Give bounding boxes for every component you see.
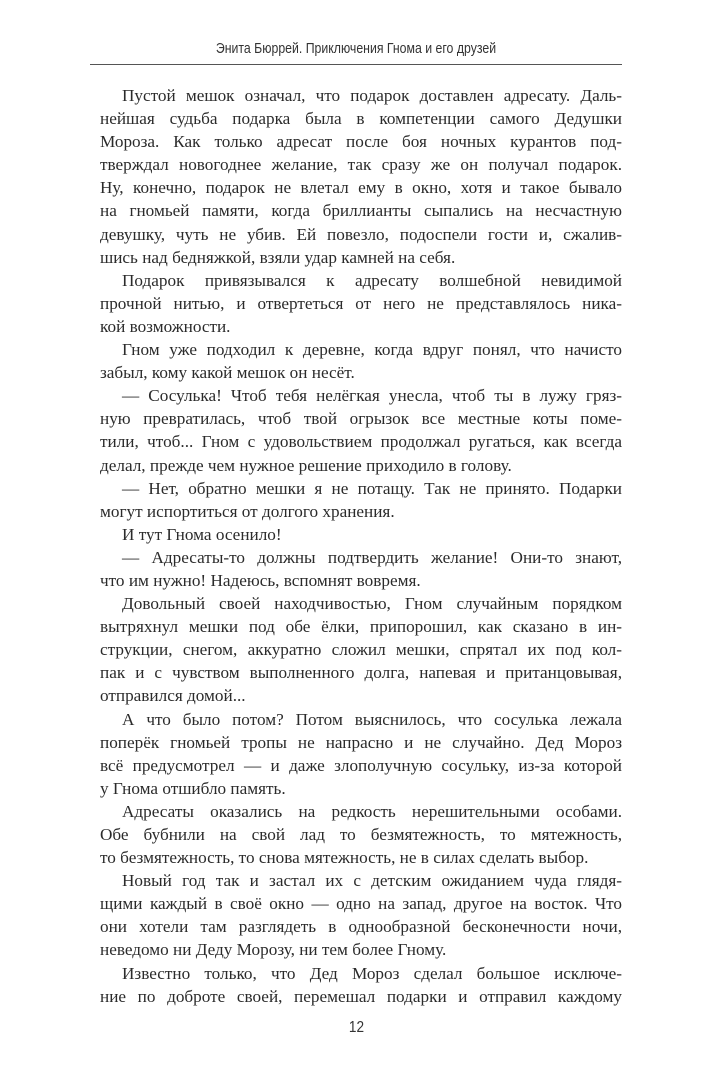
paragraph [100, 592, 622, 707]
paragraph [100, 546, 622, 592]
text-line: вытряхнул мешки под обе ёлки, припорошил, как сказано в ин- [100, 617, 622, 637]
text-line: Подарок привязывался к адресату волшебной невидимой [122, 270, 622, 290]
text-line: Гном уже подходил к деревне, когда вдруг понял, что начисто [122, 340, 622, 360]
paragraph [100, 338, 622, 384]
text-line: Обе бубнили на свой лад то безмятежность, то мятежность, [100, 825, 622, 844]
text-line: отправился домой... [100, 686, 246, 706]
text-line: всё предусмотрел — и даже злополучную сосульку, из-за которой [100, 755, 622, 775]
running-header: Энита Бюррей. Приключения Гнома и его друзей [215, 40, 497, 57]
text-line: А что было потом? Потом выяснилось, что сосулька лежала [122, 709, 622, 729]
text-line: Мороза. Как только адресат после боя ночных курантов под- [100, 132, 622, 152]
paragraph [100, 869, 622, 961]
text-line: Новый год так и застал их с детским ожиданием чуда глядя- [122, 871, 622, 891]
text-line: Адресаты оказались на редкость нерешительными особами. [122, 801, 622, 821]
paragraph [100, 384, 622, 476]
text-line: могут испортиться от долгого хранения. [100, 501, 395, 521]
text-line: И тут Гнома осенило! [122, 524, 282, 544]
text-line: делал, прежде чем нужное решение приходило в голову. [100, 455, 512, 475]
text-line: — Сосулька! Чтоб тебя нелёгкая унесла, чтоб ты в лужу гряз- [122, 386, 622, 406]
text-line: — Нет, обратно мешки я не потащу. Так не принято. Подарки [122, 478, 622, 498]
text-line: кой возможности. [100, 316, 231, 336]
paragraph [100, 800, 622, 869]
text-line: нейшая судьба подарка была в компетенции самого Дедушки [100, 109, 622, 129]
text-line: Ну, конечно, подарок не влетал ему в окно, хотя и такое бывало [100, 178, 622, 198]
text-line: поперёк гномьей тропы не напрасно и не случайно. Дед Мороз [100, 732, 622, 752]
paragraph [100, 84, 622, 269]
text-line: на гномьей памяти, когда бриллианты сыпались на несчастную [100, 201, 622, 221]
page-number: 12 [348, 1019, 365, 1036]
paragraph [100, 477, 622, 523]
text-line: они хотели там разглядеть в однообразной бесконечности ночи, [100, 917, 622, 937]
text-line: ние по доброте своей, перемешал подарки и отправил каждому [100, 986, 622, 1006]
text-line: что им нужно! Надеюсь, вспомнят вовремя. [100, 570, 421, 590]
text-line: Пустой мешок означал, что подарок доставлен адресату. Даль- [122, 86, 622, 105]
text-line: Довольный своей находчивостью, Гном случайным порядком [122, 594, 622, 614]
text-line: шись над бедняжкой, взяли удар камней на себя. [100, 247, 456, 267]
text-line: забыл, кому какой мешок он несёт. [100, 363, 355, 383]
text-line: Известно только, что Дед Мороз сделал большое исключе- [122, 963, 622, 983]
paragraph [100, 962, 622, 1008]
text-line: у Гнома отшибло память. [100, 778, 286, 798]
text-line: тверждал новогоднее желание, так сразу же он получал подарок. [100, 155, 622, 175]
text-line: ную превратилась, чтоб твой огрызок все местные коты поме- [100, 409, 622, 429]
paragraph [100, 523, 622, 546]
text-line: неведомо ни Деду Морозу, ни тем более Гному. [100, 940, 447, 960]
paragraph [100, 269, 622, 338]
text-line: — Адресаты-то должны подтвердить желание! Они-то знают, [122, 547, 622, 567]
body-text [100, 84, 622, 1008]
text-line: пак и с чувством выполненного долга, напевая и пританцовывая, [100, 663, 622, 683]
text-line: струкции, снегом, аккуратно сложил мешки, спрятал их под кол- [100, 640, 622, 660]
text-line: прочной нитью, и отвертеться от него не представлялось ника- [100, 293, 622, 313]
text-line: щими каждый в своё окно — одно на запад, другое на восток. Что [100, 894, 622, 914]
text-line: девушку, чуть не убив. Ей повезло, подоспели гости и, сжалив- [100, 224, 622, 244]
text-line: то безмятежность, то снова мятежность, не в силах сделать выбор. [100, 848, 589, 868]
text-line: тили, чтоб... Гном с удовольствием продолжал ругаться, как всегда [100, 432, 622, 452]
paragraph [100, 708, 622, 800]
header-divider [90, 64, 622, 65]
